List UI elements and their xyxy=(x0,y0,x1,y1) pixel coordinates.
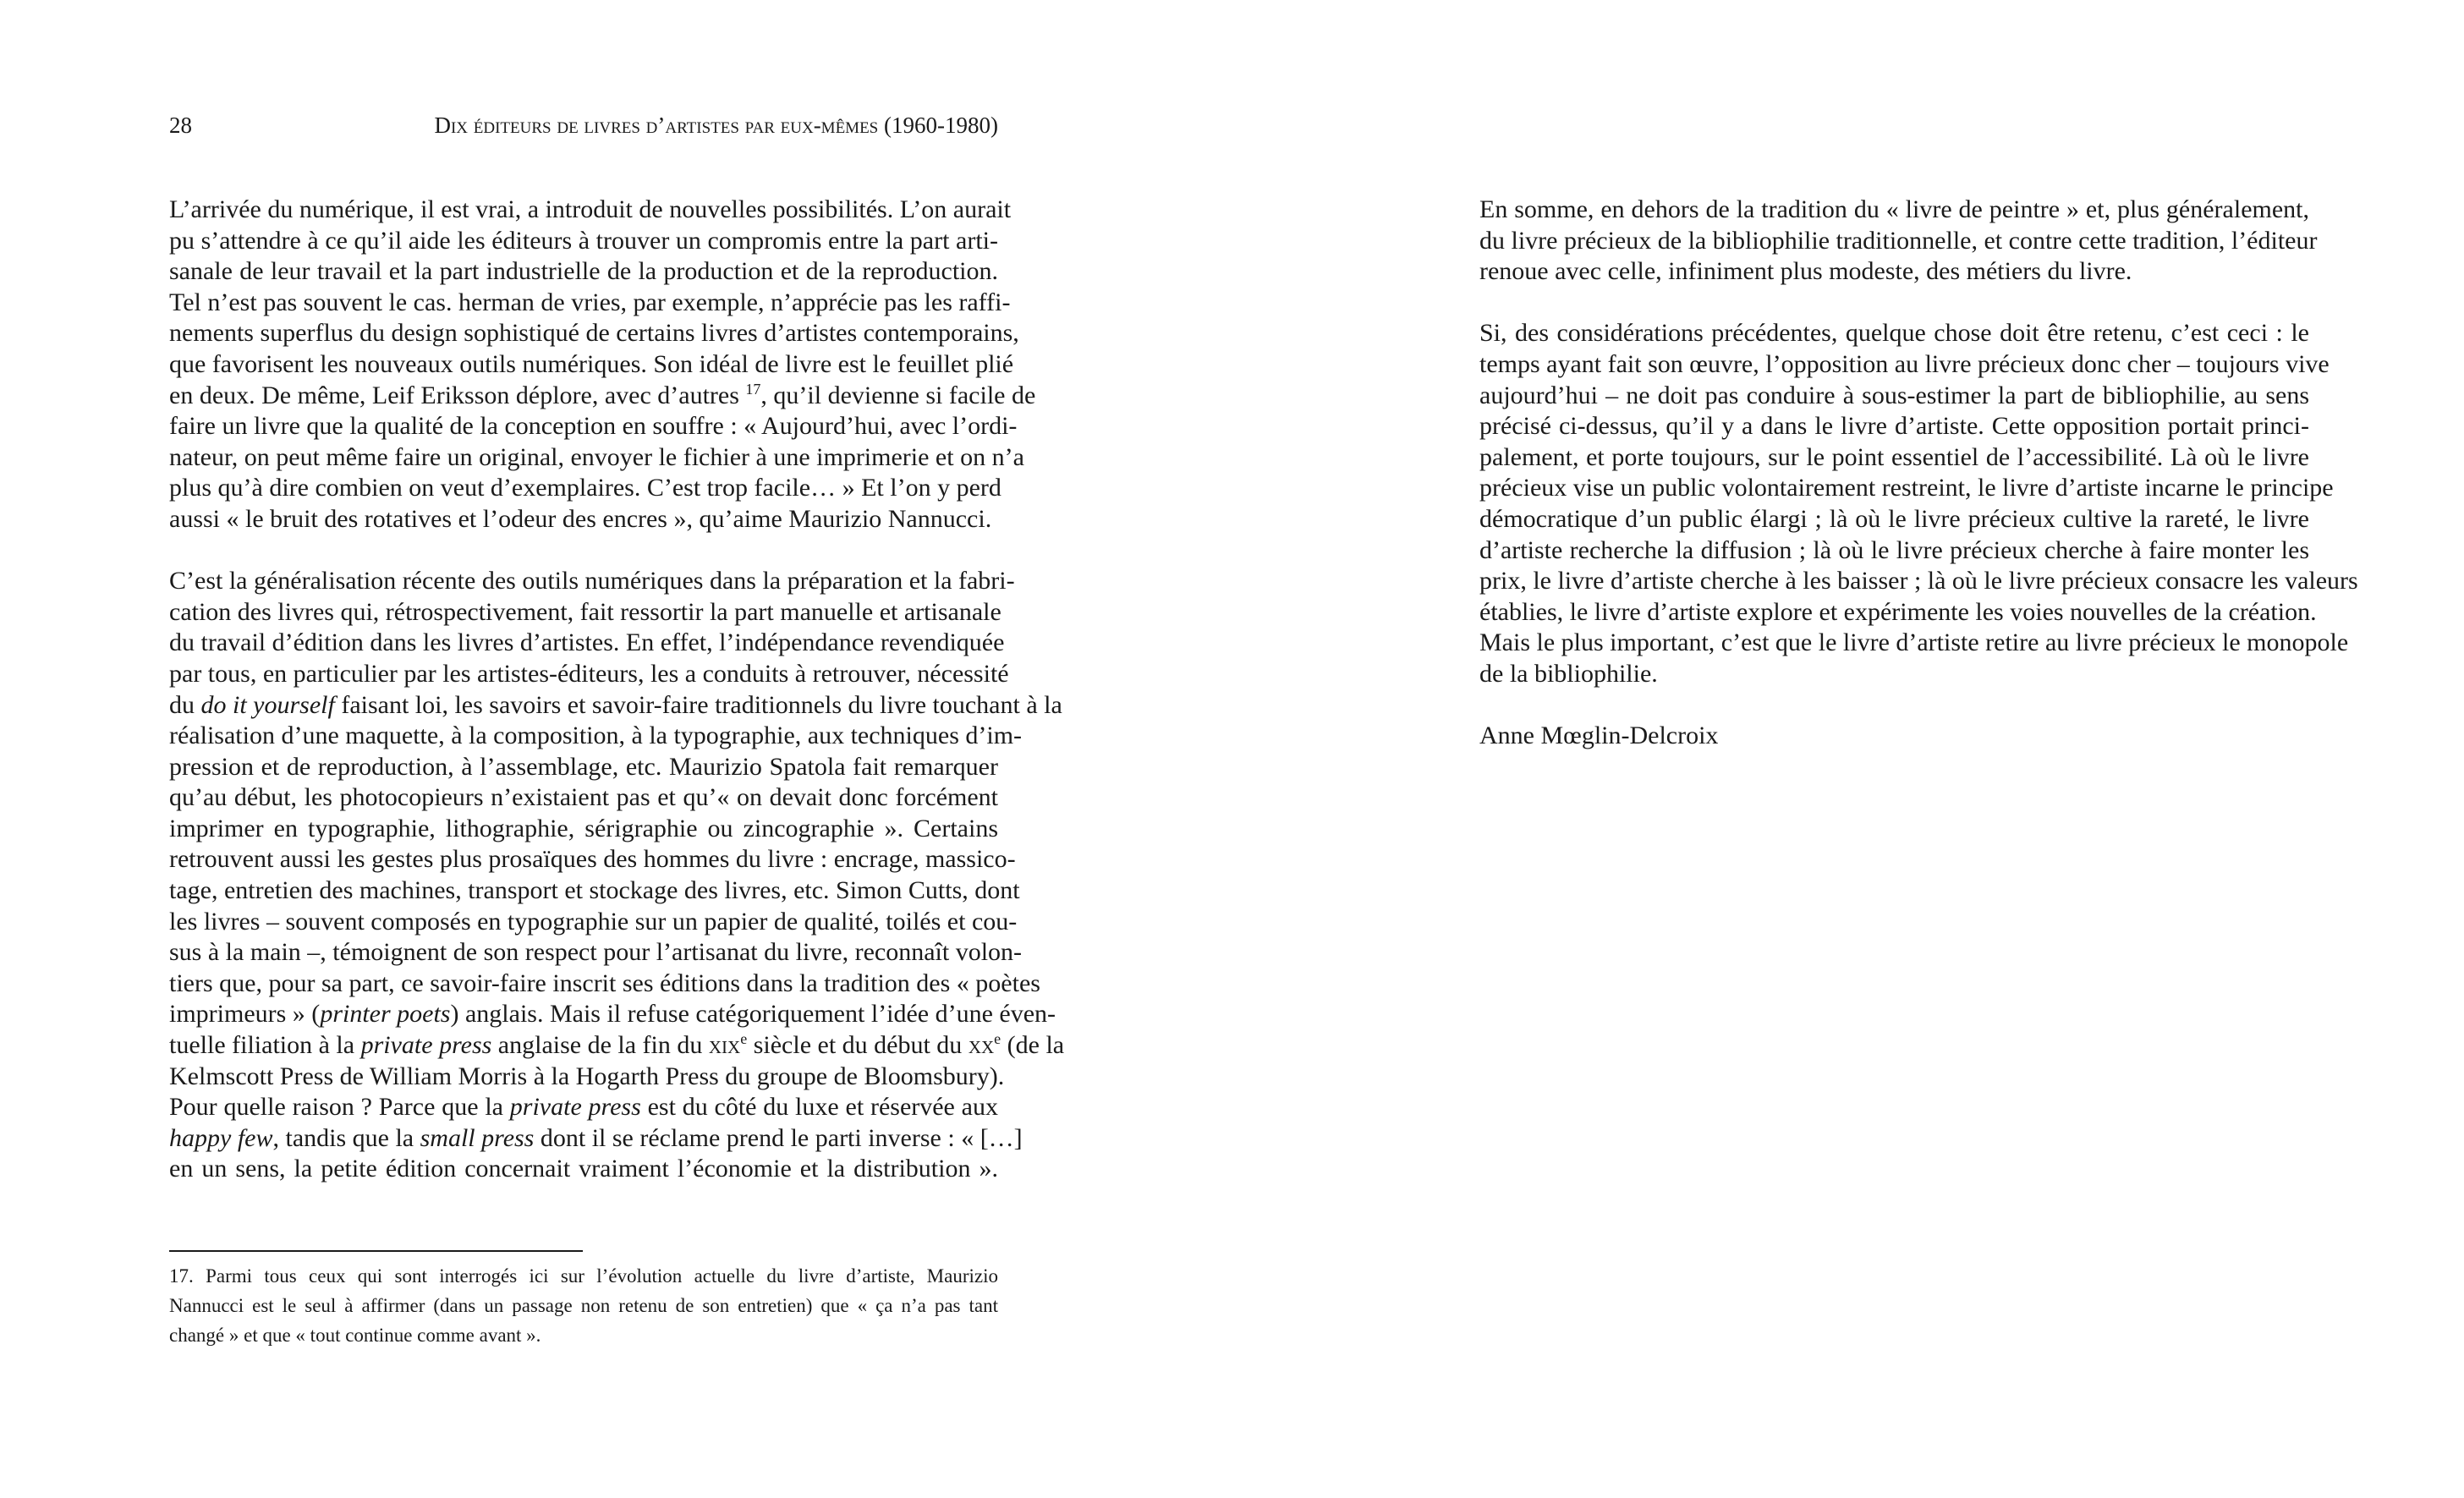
text-run: siècle et du début du xyxy=(747,1031,969,1060)
italic-text: private press xyxy=(509,1093,641,1122)
text-line: sanale de leur travail et la part industrielle de la production et de la reproduction. xyxy=(169,257,998,286)
text-line: pu s’attendre à ce qu’il aide les éditeurs à trouver un compromis entre la part arti- xyxy=(169,226,998,255)
text-line xyxy=(169,999,1056,1030)
running-title-text: Dix éditeurs de livres d’artistes par eux-mêmes xyxy=(434,112,879,138)
text-run: du xyxy=(169,690,201,719)
text-line: C’est la généralisation récente des outils numériques dans la préparation et la fabri- xyxy=(169,567,1015,595)
text-run: , tandis que la xyxy=(272,1123,420,1152)
text-line: précieux vise un public volontairement restreint, le livre d’artiste incarne le principe xyxy=(1479,474,2334,502)
superscript: e xyxy=(994,1030,1002,1048)
text-line: changé » et que « tout continue comme avant ». xyxy=(169,1325,541,1346)
text-line: pression et de reproduction, à l’assemblage, etc. Maurizio Spatola fait remarquer xyxy=(169,752,998,781)
text-line: L’arrivée du numérique, il est vrai, a introduit de nouvelles possibilités. L’on aurait xyxy=(169,195,1012,223)
text-run: imprimeurs » ( xyxy=(169,1000,321,1029)
small-caps-text: xx xyxy=(968,1031,995,1060)
text-run: ) anglais. Mais il refuse catégoriquement l’idée d’une éven- xyxy=(450,1000,1056,1029)
text-run: , qu’il devienne si facile de xyxy=(760,381,1036,409)
text-line: plus qu’à dire combien on veut d’exemplaires. C’est trop facile… » Et l’on y perd xyxy=(169,474,1002,502)
italic-text: printer poets xyxy=(320,1000,451,1029)
italic-text: private press xyxy=(360,1031,492,1060)
paragraph xyxy=(1479,318,2358,689)
right-column xyxy=(1479,195,2358,752)
text-line: faire un livre que la qualité de la conception en souffre : « Aujourd’hui, avec l’ordi- xyxy=(169,412,1018,441)
text-run: est du côté du luxe et réservée aux xyxy=(640,1093,998,1122)
text-line xyxy=(169,380,1036,412)
text-line: palement, et porte toujours, sur le point essentiel de l’accessibilité. Là où le livre xyxy=(1479,442,2309,471)
text-line: par tous, en particulier par les artistes-éditeurs, les a conduits à retrouver, nécessité xyxy=(169,659,1009,688)
text-line: retrouvent aussi les gestes plus prosaïques des hommes du livre : encrage, massico- xyxy=(169,845,1016,874)
text-line: du livre précieux de la bibliophilie traditionnelle, et contre cette tradition, l’éditeur xyxy=(1479,226,2318,255)
text-line: Mais le plus important, c’est que le livre d’artiste retire au livre précieux le monopole xyxy=(1479,628,2349,657)
text-line: en un sens, la petite édition concernait vraiment l’économie et la distribution ». xyxy=(169,1155,998,1183)
running-title-years: (1960-1980) xyxy=(884,112,998,138)
text-line: nateur, on peut même faire un original, envoyer le fichier à une imprimerie et on n’a xyxy=(169,442,1024,471)
text-line: imprimer en typographie, lithographie, sérigraphie ou zincographie ». Certains xyxy=(169,814,998,842)
text-run: Pour quelle raison ? Parce que la xyxy=(169,1093,510,1122)
text-line: d’artiste recherche la diffusion ; là où le livre précieux cherche à faire monter les xyxy=(1479,535,2309,564)
paragraph xyxy=(1479,195,2318,288)
italic-text: small press xyxy=(420,1123,535,1152)
page-number: 28 xyxy=(169,112,192,138)
text-line: aujourd’hui – ne doit pas conduire à sous-estimer la part de bibliophilie, au sens xyxy=(1479,381,2309,409)
text-line: du travail d’édition dans les livres d’artistes. En effet, l’indépendance revendiquée xyxy=(169,628,1005,657)
text-line: Tel n’est pas souvent le cas. herman de vries, par exemple, n’apprécie pas les raffi- xyxy=(169,288,1011,316)
footnote xyxy=(169,1261,998,1350)
text-line: qu’au début, les photocopieurs n’existaient pas et qu’« on devait donc forcément xyxy=(169,783,998,812)
text-line: réalisation d’une maquette, à la composition, à la typographie, aux techniques d’im- xyxy=(169,722,1023,750)
running-title xyxy=(169,110,998,140)
text-line: renoue avec celle, infiniment plus modeste, des métiers du livre. xyxy=(1479,257,2132,286)
text-run: dont il se réclame prend le parti inverse : « […] xyxy=(534,1123,1023,1152)
text-line: tage, entretien des machines, transport et stockage des livres, etc. Simon Cutts, dont xyxy=(169,876,1020,905)
small-caps-text: xix xyxy=(708,1031,741,1060)
text-line: les livres – souvent composés en typographie sur un papier de qualité, toilés et cou- xyxy=(169,907,1018,936)
text-line: nements superflus du design sophistiqué de certains livres d’artistes contemporains, xyxy=(169,319,1019,348)
author-signature: Anne Mœglin-Delcroix xyxy=(1479,722,1719,750)
text-run: (de la xyxy=(1001,1031,1065,1060)
text-line: tiers que, pour sa part, ce savoir-faire inscrit ses éditions dans la tradition des « poètes xyxy=(169,968,1040,997)
text-line: que favorisent les nouveaux outils numériques. Son idéal de livre est le feuillet plié xyxy=(169,349,1014,378)
text-run: en deux. De même, Leif Eriksson déplore, avec d’autres xyxy=(169,381,746,409)
footnote-separator xyxy=(169,1250,583,1252)
paragraph xyxy=(169,195,1036,535)
text-line: démocratique d’un public élargi ; là où le livre précieux cultive la rareté, le livre xyxy=(1479,504,2309,533)
text-line xyxy=(169,1123,1023,1155)
text-line: Kelmscott Press de William Morris à la Hogarth Press du groupe de Bloomsbury). xyxy=(169,1062,1005,1090)
text-line: 17. Parmi tous ceux qui sont interrogés ici sur l’évolution actuelle du livre d’artiste, Maurizio xyxy=(169,1265,998,1287)
text-line: cation des livres qui, rétrospectivement, fait ressortir la part manuelle et artisanale xyxy=(169,597,1002,626)
text-line xyxy=(169,690,1062,722)
text-line: précisé ci-dessus, qu’il y a dans le livre d’artiste. Cette opposition portait princi- xyxy=(1479,412,2309,441)
text-line: temps ayant fait son œuvre, l’opposition au livre précieux donc cher – toujours vive xyxy=(1479,349,2330,378)
text-line: prix, le livre d’artiste cherche à les baisser ; là où le livre précieux consacre les valeurs xyxy=(1479,567,2358,595)
text-line: sus à la main –, témoignent de son respect pour l’artisanat du livre, reconnaît volon- xyxy=(169,938,1023,967)
text-run: anglaise de la fin du xyxy=(491,1031,709,1060)
italic-text: happy few xyxy=(169,1123,273,1152)
text-line xyxy=(169,1092,998,1123)
text-line: aussi « le bruit des rotatives et l’odeur des encres », qu’aime Maurizio Nannucci. xyxy=(169,504,992,533)
text-line: de la bibliophilie. xyxy=(1479,659,1658,688)
text-run: faisant loi, les savoirs et savoir-faire traditionnels du livre touchant à la xyxy=(334,690,1062,719)
text-line: Si, des considérations précédentes, quelque chose doit être retenu, c’est ceci : le xyxy=(1479,319,2309,348)
paragraph xyxy=(169,566,1065,1185)
superscript: 17 xyxy=(745,380,761,398)
italic-text: do it yourself xyxy=(200,690,335,719)
text-run: tuelle filiation à la xyxy=(169,1031,361,1060)
text-line xyxy=(169,1030,1065,1062)
text-line: En somme, en dehors de la tradition du « livre de peintre » et, plus généralement, xyxy=(1479,195,2309,223)
text-line: Nannucci est le seul à affirmer (dans un passage non retenu de son entretien) que « ça n’a pas tant xyxy=(169,1295,998,1316)
text-line: établies, le livre d’artiste explore et expérimente les voies nouvelles de la création. xyxy=(1479,597,2317,626)
superscript: e xyxy=(740,1030,748,1048)
left-column xyxy=(169,195,1065,1216)
